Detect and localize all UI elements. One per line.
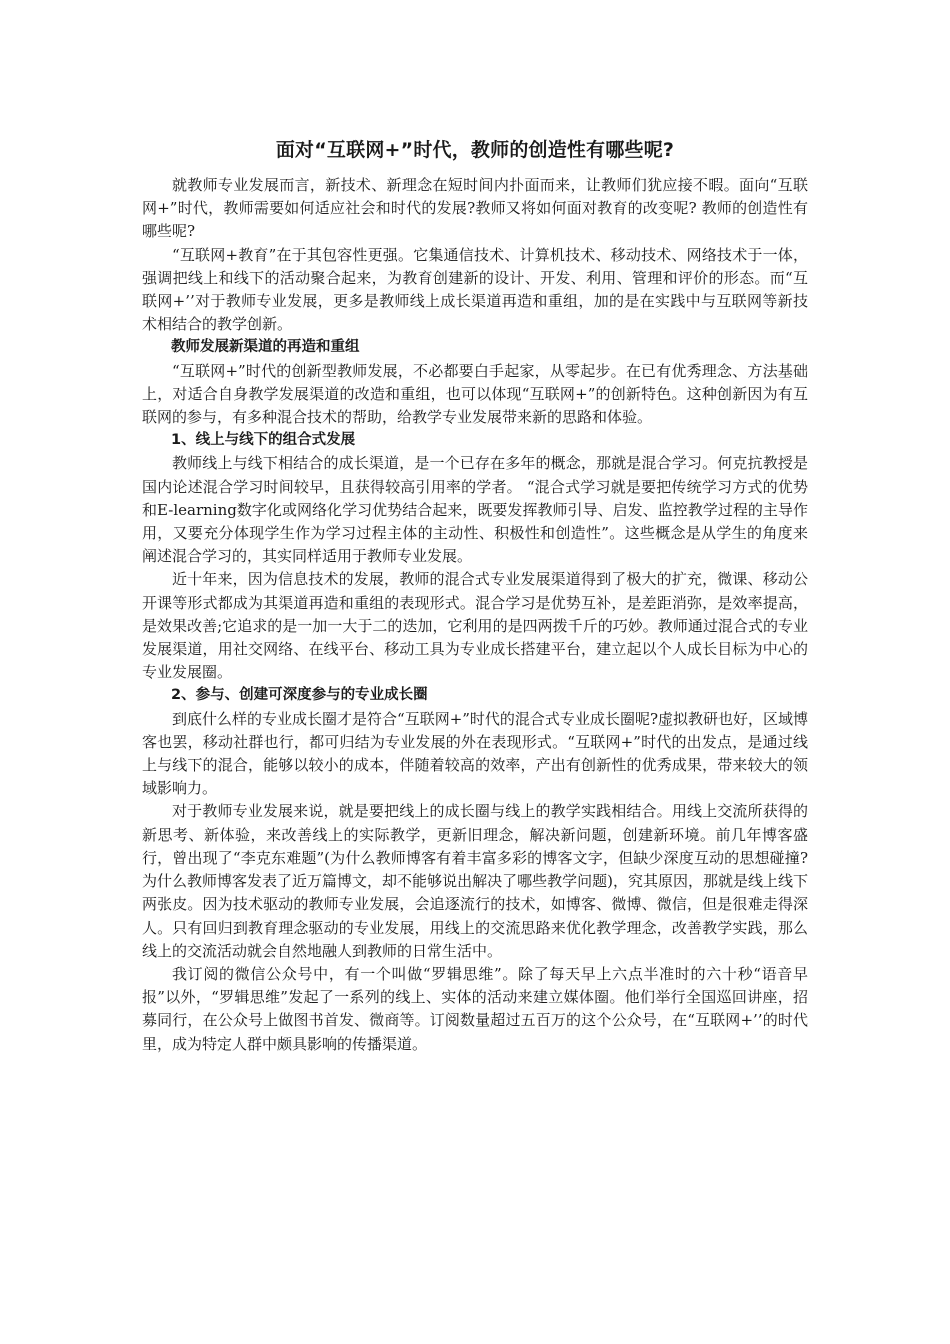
new-channels-paragraph: “互联网+”时代的创新型教师发展，不必都要白手起家，从零起步。在已有优秀理念、方法基础上，对适合自身教学发展渠道的改造和重组，也可以体现“互联网+”的创新特色。这种创新因为有互联网的参与，有多种混合技术的帮助，给教学专业发展带来新的思路和体验。 — [142, 361, 808, 427]
blended-learning-paragraph: 教师线上与线下相结合的成长渠道，是一个已存在多年的概念，那就是混合学习。何克抗教授是国内论述混合学习时间较早，且获得较高引用率的学者。 “混合式学习就是要把传统学习方式的优势和E-learning数字化或网络化学习优势结合起来，既要发挥教师引导、启发、监控教学过程的主导作用，又要充分体现学生作为学习过程主体的主动性、积极性和创造性”。这些概念是从学生的角度来阐述混合学习的，其实同样适用于教师专业发展。 — [142, 454, 808, 566]
practice-integration-paragraph: 对于教师专业发展来说，就是要把线上的成长圈与线上的教学实践相结合。用线上交流所获得的新思考、新体验，来改善线上的实际教学，更新旧理念，解决新问题，创建新环境。前几年博客盛行，曾出现了“李克东难题”(为什么教师博客有着丰富多彩的博客文字，但缺少深度互动的思想碰撞?为什么教师博客发表了近万篇博文，却不能够说出解决了哪些教学问题)，究其原因，那就是线上线下两张皮。因为技术驱动的教师专业发展，会追逐流行的技术，如博客、微博、微信，但是很难走得深人。只有回归到教育理念驱动的专业发展，用线上的交流思路来优化教学理念，改善教学实践，那么线上的交流活动就会自然地融人到教师的日常生活中。 — [142, 802, 808, 960]
growth-circle-paragraph: 到底什么样的专业成长圈才是符合“互联网+”时代的混合式专业成长圈呢?虚拟教研也好，区域博客也罢，移动社群也行，都可归结为专业发展的外在表现形式。“互联网+”时代的出发点，是通过线上与线下的混合，能够以较小的成本，伴随着较高的效率，产出有创新性的优秀成果，带来较大的领域影响力。 — [142, 709, 808, 798]
document-blocks — [142, 174, 808, 1056]
wechat-example-paragraph: 我订阅的微信公众号中，有一个叫做“罗辑思维”。除了每天早上六点半准时的六十秒“语音早报”以外，“罗辑思维”发起了一系列的线上、实体的活动来建立媒体圈。他们举行全国巡回讲座，招募同行，在公众号上做图书首发、微商等。订阅数量超过五百万的这个公众号，在“互联网+’’的时代里，成为特定人群中颇具影响的传播渠道。 — [142, 964, 808, 1053]
document-title: 面对“互联网+”时代，教师的创造性有哪些呢? — [275, 139, 675, 161]
recent-decade-paragraph: 近十年来，因为信息技术的发展，教师的混合式专业发展渠道得到了极大的扩充，微课、移动公开课等形式都成为其渠道再造和重组的表现形式。混合学习是优势互补，是差距消弥，是效率提高，是效果改善;它追求的是一加一大于二的迭加，它利用的是四两拨千斤的巧妙。教师通过混合式的专业发展渠道，用社交网络、在线平台、移动工具为专业成长搭建平台，建立起以个人成长目标为中心的专业发展圈。 — [142, 570, 808, 682]
intro-paragraph: 就教师专业发展而言，新技术、新理念在短时间内扑面而来，让教师们犹应接不暇。面向“互联网+”时代，教师需要如何适应社会和时代的发展?教师又将如何面对教育的改变呢? 教师的创造性有哪些呢? — [142, 176, 808, 241]
internet-education-paragraph: “互联网+教育”在于其包容性更强。它集通信技术、计算机技术、移动技术、网络技术于一体，强调把线上和线下的活动聚合起来，为教育创建新的设计、开发、利用、管理和评价的形态。而“互联网+’’对于教师专业发展，更多是教师线上成长渠道再造和重组，加的是在实践中与互联网等新技术相结合的教学创新。 — [142, 245, 808, 334]
section-heading-new-channels: 教师发展新渠道的再造和重组 — [171, 339, 360, 356]
section-heading-blended: 1、线上与线下的组合式发展 — [171, 432, 356, 449]
section-heading-growth-circle: 2、参与、创建可深度参与的专业成长圈 — [171, 687, 428, 704]
document-body — [142, 136, 808, 1056]
